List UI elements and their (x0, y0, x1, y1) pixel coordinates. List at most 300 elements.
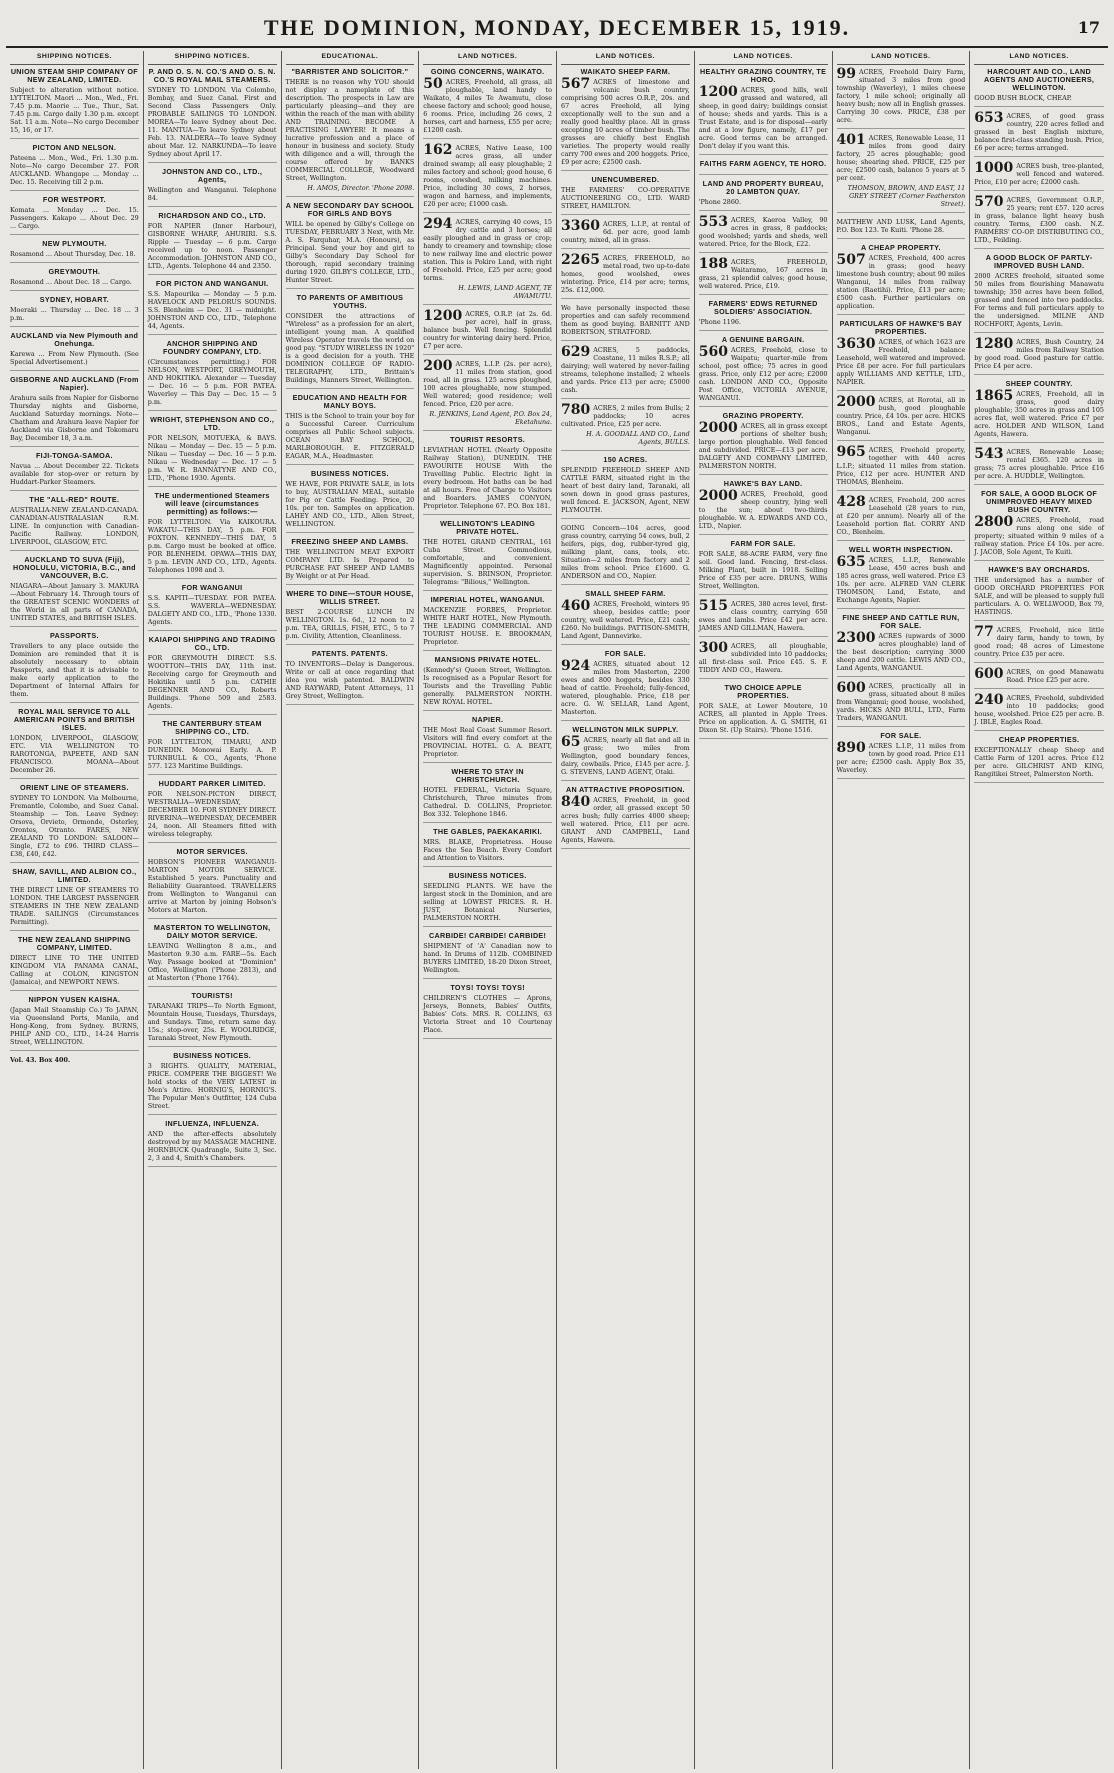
ad-body-text: GOOD BUSH BLOCK, CHEAP. (974, 94, 1072, 102)
advertisement (561, 650, 690, 721)
ad-body (286, 412, 415, 460)
advertisement (974, 254, 1104, 333)
ad-body (974, 112, 1104, 152)
ad-title: 150 ACRES. (603, 455, 648, 464)
advertisement (148, 340, 277, 411)
ad-body-text: THE HOTEL GRAND CENTRAL, 161 Cuba Street. Commodious, comfortable, and convenient. Magnificently appointed. Personal supervision. S. BRINSON, Proprietor. Telegrams: "Bilious," Wellington. (423, 538, 552, 586)
ad-title: THE "ALL-RED" ROUTE. (29, 495, 120, 504)
ad-body-text: HOBSON'S PIONEER WANGANUI-MARTON MOTOR SERVICE. Established 5 years. Punctuality and Reliability Guaranteed. TRAVELLERS from Wellington to Wanganui can arrive at Marton by joining Hobson's Motors at Marton. (147, 858, 277, 914)
ad-title: GOING CONCERNS, WAIKATO. (430, 67, 545, 76)
ad-body (148, 594, 277, 626)
ad-title: TO PARENTS OF AMBITIOUS YOUTHS. (296, 293, 404, 310)
ad-title: GISBORNE AND AUCKLAND (From Napier). (10, 375, 139, 392)
ad-body (561, 186, 690, 210)
ad-title: A CHEAP PROPERTY. (860, 243, 941, 252)
ad-body (837, 68, 966, 124)
ad-body (974, 448, 1104, 480)
ad-acreage: 428 (836, 494, 866, 510)
advertisement (286, 202, 415, 289)
advertisement (286, 68, 415, 197)
ad-body-text: LONDON, LIVERPOOL, GLASGOW, ETC. VIA WELLINGTON TO RAROTONGA, PAPEETE, AND SAN FRANCISCO. MOANA—About December 26. (10, 734, 139, 774)
ad-body-text: ACRES, Kaeroa Valley, 90 acres in grass, 8 paddocks; good woolshed; yards and sheds, well watered. Price, for the Block, £22. (698, 216, 828, 248)
ad-title: THE NEW ZEALAND SHIPPING COMPANY, LIMITED. (17, 935, 131, 952)
ad-body-text: WE HAVE, FOR PRIVATE SALE, in lots to buy, AUSTRALIAN MEAL, suitable for Pig or Cattle Feeding. Price, 20 10s. per ton. Samples on application. LAHEY AND CO., LTD., Allen Street, WELLINGTON. (285, 480, 415, 528)
ad-body (10, 642, 139, 698)
ad-title: TOURISTS! (191, 991, 233, 1000)
ad-body (423, 538, 552, 586)
ad-body-text: ACRES, Freehold, close to Waipatu; quarter-mile from school, post office; 75 acres in good grass. Price, only £12 per acre; £2000 cash. LONDON AND CO., Opposite Post Office, VICTORIA AVENUE, WANGANUI. (698, 346, 828, 402)
ad-body-text: ACRES, situated about 12 miles from Masterton, 2200 ewes and 800 hoggets, besides 330 head of cattle. Freehold; fully-fenced, watered, ploughable. Price, £18 per acre. G. W. SELLAR, Land Agent, Masterton. (561, 660, 690, 716)
ad-body (837, 134, 966, 182)
ad-acreage: 600 (974, 666, 1004, 682)
advertisement (699, 300, 828, 331)
ad-body (561, 466, 690, 514)
advertisement (10, 632, 139, 703)
advertisement (699, 540, 828, 595)
ad-body-text: GOING Concern—104 acres, good grass country, carrying 54 cows, bull, 2 heifers, pigs, dog, rubber-tyred gig, milking plant, cans, tools, etc. Situation—2 miles from factory and 2 miles from school. Price £1600. G. ANDERSON and CO., Napier. (561, 524, 690, 580)
ad-body-text: Moeraki ... Thursday ... Dec. 18 ... 3 p.m. (10, 306, 139, 322)
ad-body-text: ACRES L.I.P., 11 miles from town by good road. Price £11 per acre; £2500 cash. Apply Box 35, Waverley. (836, 742, 966, 774)
advertisement (423, 828, 552, 867)
ad-body-text: FOR SALE, 88-ACRE FARM, very fine soil. Good land. Fencing, first-class. Milking Plant, built in 1918. Selling Price of £35 per acre. DRUNS, Willis Street, Wellington. (698, 550, 828, 590)
ad-body-text: ACRES, good hills, well grassed and watered, all sheep, in good dairy; buildings consist of house; sheds and yards. This is a Trust Estate, and is for disposal—early and at a low figure, namely, £17 per acre. Good terms can be arranged. Don't delay if you want this. (698, 86, 828, 150)
advertisement (286, 590, 415, 645)
advertisement (974, 694, 1104, 731)
ad-title: WAIKATO SHEEP FARM. (580, 67, 671, 76)
ad-title: FOR SALE. (880, 731, 922, 740)
advertisement (423, 310, 552, 355)
ad-body (286, 480, 415, 528)
ad-title: AN ATTRACTIVE PROPOSITION. (565, 785, 685, 794)
advertisement (148, 168, 277, 207)
advertisement (837, 614, 966, 677)
page-number: 17 (1077, 18, 1100, 37)
ad-title: HAWKE'S BAY ORCHARDS. (988, 565, 1090, 574)
ad-body-text: MACKENZIE FORBES, Proprietor. WHITE HART HOTEL, New Plymouth. THE LEADING COMMERCIAL AND TOURIST HOUSE. E. BROOKMAN, Proprietor. (423, 606, 552, 646)
advertisement (837, 320, 966, 391)
ad-body (561, 78, 690, 166)
ad-body (699, 422, 828, 470)
advertisement (561, 254, 690, 299)
ad-title: MASTERTON TO WELLINGTON, DAILY MOTOR SERVICE. (153, 923, 271, 940)
ad-acreage: 50 (423, 76, 443, 92)
ad-body (148, 222, 277, 270)
ad-body-text: DIRECT LINE TO THE UNITED KINGDOM VIA PANAMA CANAL, Calling at COLON, KINGSTON (Jamaica), and NEWPORT NEWS. (10, 954, 139, 986)
ad-body-text: FOR LYTTELTON. Via KAIKOURA. WAKATU—THIS DAY, 5 p.m. FOR FOXTON. KENNEDY—THIS DAY, 5 p.m. Cargo must be booked at office. FOR BLENHEIM. OPAWA—THIS DAY, 5 p.m. LEVIN AND CO., LTD., Agents. Telephones 1098 and 3. (147, 518, 277, 574)
ad-title: EDUCATION AND HEALTH FOR MANLY BOYS. (292, 393, 408, 410)
ad-body-text: SYDNEY TO LONDON. Via Melbourne, Fremantle, Colombo, and Suez Canal. Steamship — Ton. Leave Sydney: Orsova, Orvieto, Ormonde, Osterley, Orontes, Otranto. FARES, NEW ZEALAND TO LONDON: SALOON—Single, £72 to £96. THIRD CLASS—£38, £40, £42. (10, 794, 139, 858)
ad-title: CARBIDE! CARBIDE! CARBIDE! (429, 931, 547, 940)
ad-acreage: 629 (561, 344, 591, 360)
ad-body-text: BEST 2-COURSE LUNCH IN WELLINGTON. 1s. 6d., 12 noon to 2 p.m. TEA, GRILLS, FISH, ETC., 5 to 7 p.m. Civility, Attention, Cleanliness. (285, 608, 415, 640)
ad-body-text: ACRES of limestone and volcanic bush country, comprising 500 acres O.R.P., 20s. and 67 acres Freehold, all lying exceptionally well to the sun and a really good healthy place. All in grass excepting 10 acres of timber bush. The grasses are chiefly best English varieties. The property would really carry 700 ewes and 200 hoggets. Price, £9 per acre; £2500 cash. (561, 78, 690, 166)
ad-body-text: MATTHEW AND LUSK, Land Agents, P.O. Box 123. Te Kuiti. 'Phone 28. (836, 218, 966, 234)
ad-body (837, 632, 966, 672)
ad-body-text: THE DIRECT LINE OF STEAMERS TO LONDON. THE LARGEST PASSENGER STEAMERS IN THE NEW ZEALAND TRADE. SAILINGS (Circumstances Permitting). (10, 886, 139, 926)
advertisement (699, 336, 828, 407)
ad-title: SHAW, SAVILL, AND ALBION CO., LIMITED. (12, 867, 137, 884)
ad-body-text: AUSTRALIA-NEW ZEALAND-CANADA. CANADIAN-AUSTRALASIAN R.M. LINE. In conjunction with Canadian-Pacific Railway. LONDON, LIVERPOOL, GLASGOW, ETC. (10, 506, 139, 546)
ad-acreage: 1000 (974, 160, 1014, 176)
advertisement (10, 452, 139, 491)
ad-body (837, 496, 966, 536)
advertisement (148, 416, 277, 487)
ad-body-text: SHIPMENT of 'A' Canadian now to hand. In Drums of 112lb. COMBINED BUYERS LIMITED, 18-20 Dixon Street, Wellington. (423, 942, 552, 974)
ad-body (837, 254, 966, 310)
ad-acreage: 3360 (561, 218, 600, 234)
ad-title: UNENCUMBERED. (591, 175, 660, 184)
ad-acreage: 570 (974, 194, 1004, 210)
ad-title: THE GABLES, PAEKAKARIKI. (433, 827, 543, 836)
ad-body-text: ACRES, on good Manawatu Road. Price £25 per acre. (1006, 668, 1104, 684)
advertisement (974, 380, 1104, 443)
advertisement (699, 68, 828, 155)
ad-body-text: THE FARMERS' CO-OPERATIVE AUCTIONEERING CO., LTD. WARD STREET, HAMILTON. (561, 186, 690, 210)
advertisement (148, 992, 277, 1047)
ad-body-text: 2000 ACRES freehold, situated some 50 miles from flourishing Manawatu township; 350 acres have been felled, grassed and fenced into two paddocks. For terms and full particulars apply to the undersigned. MILNE AND ROCHFORT, Agents, Levin. (974, 272, 1104, 328)
advertisement (10, 376, 139, 447)
ad-body (148, 738, 277, 770)
ad-body (423, 144, 552, 208)
ad-body-text: TO INVENTORS—Delay is Dangerous. Write or call at once regarding that idea you wish patented. BALDWIN AND RAYWARD, Patent Attorneys, 11 Grey Street, Wellington. (285, 660, 415, 700)
ad-body (423, 942, 552, 974)
advertisement (286, 470, 415, 533)
ad-acreage: 840 (561, 794, 591, 810)
ad-body-text: THIS is the School to train your boy for a Successful Career. Curriculum comprises all Public School subjects. OCEAN BAY SCHOOL, MARLBOROUGH. E. FITZGERALD EAGAR, M.A., Headmaster. (285, 412, 415, 460)
advertisement (699, 642, 828, 679)
advertisement (10, 332, 139, 371)
ad-title: AUCKLAND via New Plymouth and Onehunga. (10, 331, 139, 348)
ad-body-text: ACRES, Freehold, in good order, all grassed except 50 acres bush; fully carries 4000 sheep; well watered. Price, £11 per acre. GRANT AND CAMPBELL, Land Agents, Hawera. (561, 796, 690, 844)
ad-body (148, 186, 277, 202)
column (833, 51, 971, 1769)
ad-body-text: CONSIDER the attractions of "Wireless" as a profession for an alert, intelligent young man. A qualified Wireless Operator travels the world on good pay. "STUDY WIRELESS IN 1920" is a good decision for a youth. THE DOMINION COLLEGE OF RADIO-TELEGRAPHY, LTD., Brittain's Buildings, Manners Street, Wellington. (285, 312, 415, 384)
advertisement (561, 176, 690, 215)
column (282, 51, 420, 1769)
ad-body-text: EXCEPTIONALLY cheap Sheep and Cattle Farm of 1201 acres. Price £12 per acre. GILCHRIST AND KING, Rangitikei Street, Palmerston North. (974, 746, 1104, 778)
ad-acreage: 780 (561, 402, 591, 418)
ad-body (561, 796, 690, 844)
ad-body-text: MRS. BLAKE, Proprietress. House Faces the Sea Beach. Every Comfort and Attention to Visitors. (423, 838, 552, 862)
ad-body-text: ACRES, Freehold, road runs along one side of property; situated within 9 miles of a railway station. Price £4 10s. per acre. J. JACOB, Sole Agent, Te Kuiti. (974, 516, 1104, 556)
advertisement (974, 490, 1104, 561)
ad-body-text: ACRES, Freehold Dairy Farm, situated 3 miles from good township (Waverley), 1 miles cheese factory, 1 mile school; originally all heavy bush; now all in English grasses. Carrying 30 cows. PRICE, £38 per acre. (836, 68, 966, 124)
advertisement (10, 68, 139, 139)
advertisement (561, 404, 690, 451)
column (970, 51, 1108, 1769)
ad-body-text: ACRES, all ploughable, subdivided into 10 paddocks; all first-class soil. Price £45. S. F. TIDDY AND CO., Hawera. (698, 642, 828, 674)
ad-title: FREEZING SHEEP AND LAMBS. (291, 537, 409, 546)
ad-title: TOYS! TOYS! TOYS! (450, 983, 525, 992)
ad-signature: H. A. GOODALL AND CO., Land Agents, BULLS. (586, 430, 690, 446)
column (557, 51, 695, 1769)
ad-body-text: ACRES, of good grass country, 220 acres felled and grassed in best English mixture, balance first-class standing bush. Price, £6 per acre; terms arranged. (974, 112, 1104, 152)
ad-body (10, 278, 139, 286)
ad-acreage: 300 (698, 640, 728, 656)
ad-title: WELLINGTON MILK SUPPLY. (572, 725, 679, 734)
advertisement (286, 294, 415, 389)
advertisement (148, 1120, 277, 1167)
ad-body-text: ACRES, 5 paddocks, Coastane, 11 miles R.S.P.; all dairying; well watered by never-failing streams, telephone installed; 2 wheels and yards. Price £13 per acre; £5000 cash. (561, 346, 690, 394)
ad-body (423, 882, 552, 922)
ad-acreage: 600 (836, 680, 866, 696)
ad-body-text: ACRES, O.R.P. (at 2s. 6d. per acre), half in grass, balance bush. Well fencing. Splendid country for wintering dairy herd. Price, £7 per acre. (423, 310, 552, 350)
ad-title: MANSIONS PRIVATE HOTEL. (434, 655, 541, 664)
advertisement (10, 784, 139, 863)
advertisement (974, 338, 1104, 375)
ad-body-text: FOR GREYMOUTH DIRECT. S.S. WOOTTON—THIS DAY, 11th inst. Receiving cargo for Greymouth and Hokitika until 5 p.m. CATHIE DEGENNER AND CO., Roberts Buildings. 'Phone 509 and 2583. Agents. (147, 654, 277, 710)
advertisement (561, 590, 690, 645)
ad-title: TWO CHOICE APPLE PROPERTIES. (724, 683, 802, 700)
ad-body-text: ACRES, Freehold, 200 acres Leasehold (28 years to run, at £20 per annum). Nearly all of the Leasehold portion flat. CORRY AND CO., Blenheim. (836, 496, 966, 536)
advertisement (699, 160, 828, 175)
advertisement (423, 218, 552, 305)
advertisement (423, 656, 552, 711)
ad-acreage: 1865 (974, 388, 1014, 404)
advertisement (561, 524, 690, 585)
ad-body-text: ACRES bush, tree-planted, well fenced and watered. Price, £10 per acre; £2000 cash. (974, 162, 1104, 186)
ad-body-text: NIAGARA—About January 3. MAKURA—About February 14. Through tours of the GREATEST SCENIC WONDERS of the World in all parts of CANADA, UNITED STATES, and BRITISH ISLES. (10, 582, 139, 622)
ad-body-text: ACRES, at Rorotai, all in bush, good ploughable country. Price, £4 10s. per acre. HICKS BROS., Land and Estate Agents, Wanganui. (836, 396, 966, 436)
column (144, 51, 282, 1769)
ad-acreage: 653 (974, 110, 1004, 126)
advertisement (974, 736, 1104, 783)
ad-body-text: FOR NAPIER (Inner Harbour), GISBORNE WHARF, AHURIRI. S.S. Ripple — Tuesday — 6 p.m. Cargo received up to noon. Passenger Accommodation. JOHNSTON AND CO., LTD., Agents. Telephone 44 and 2350. (147, 222, 277, 270)
ad-body (10, 86, 139, 134)
ad-body-text: SYDNEY TO LONDON. Via Colombo, Bombay, and Suez Canal. First and Second Class Passengers Only. PROBABLE SAILINGS TO LONDON. MOREA—To leave Sydney about Dec. 11. MANTUA—To leave Sydney about Feb. 13. NALDERA—To leave Sydney about Mar. 12. NARKUNDA—To leave Sydney about April 17. (147, 86, 277, 158)
ad-signature: H. AMOS, Director. 'Phone 2098. (307, 184, 415, 192)
advertisement (148, 584, 277, 631)
ad-title: HEALTHY GRAZING COUNTRY, TE HORO. (700, 67, 827, 84)
ad-title: A GENUINE BARGAIN. (721, 335, 805, 344)
ad-body (10, 394, 139, 442)
ad-title: RICHARDSON AND CO., LTD. (158, 211, 266, 220)
ad-acreage: 553 (698, 214, 728, 230)
ad-body (10, 350, 139, 366)
advertisement (423, 984, 552, 1039)
ad-body (423, 726, 552, 758)
column-header: EDUCATIONAL. (286, 51, 415, 65)
ad-body-text: ACRES, Renewable Lease, 11 miles from good dairy factory, 25 acres ploughable; good house; shearing shed. PRICE, £25 per acre; £2500 cash, balance 5 years at 5 per cent. (836, 134, 966, 182)
ad-body (837, 338, 966, 386)
advertisement (699, 480, 828, 535)
ad-title: ANCHOR SHIPPING AND FOUNDRY COMPANY, LTD. (162, 339, 262, 356)
ad-body (561, 600, 690, 640)
advertisement (148, 212, 277, 275)
ad-body-text: SEEDLING PLANTS. WE have the largest stock in the Dominion, and are selling at LOWEST PRICES. R. H. JUST, Botanical Nurseries, PALMERSTON NORTH. (423, 882, 552, 922)
ad-body (10, 954, 139, 986)
advertisement (10, 144, 139, 191)
ad-title: BUSINESS NOTICES. (173, 1051, 252, 1060)
ad-title: FOR WANGANUI (181, 583, 243, 592)
ad-body (10, 794, 139, 858)
ad-body-text: ACRES, Freehold, all in grass, good dairy ploughable; 350 acres in grass and 105 acres flat, well watered. Price £7 per acre. HOLDER AND WILSON, Land Agents, Hawera. (974, 390, 1104, 438)
ad-body-text: ACRES, nearly all flat and all in grass; two miles from Wellington, good boundary fences, dairy, cowbails. Price, £145 per acre. J. G. STEVENS, LAND AGENT, Otaki. (561, 736, 690, 776)
ad-body-text: ACRES, of which 1623 are Freehold, balance Leasehold, well watered and improved. Price £8 per acre. For full particulars apply WILLIAMS AND KETTLE, LTD., NAPIER. (836, 338, 966, 386)
ad-body-text: ACRES, Government O.R.P., 25 years; rent £57. 120 acres in grass, balance light heavy bush country. Terms, £300 cash. N.Z. FARMERS' CO-OP. DISTRIBUTING CO., LTD., Feilding. (974, 196, 1104, 244)
ad-body-text: 3 RIGHTS. QUALITY, MATERIAL, PRICE. COMPERE THE BIGGEST! We hold stocks of the VERY LATEST in Men's Attire. HORNIG'S, HORNIG'S. The Popular Men's Outfitter, 124 Cuba Street. (147, 1062, 277, 1110)
advertisement (10, 708, 139, 779)
ad-signature: THOMSON, BROWN, AND EAST, 11 GREY STREET (Corner Featherston Street). (847, 184, 966, 208)
ad-body-text: THERE is no reason why YOU should not display a nameplate of this description. The prospects in Law are particularly pleasing—and they are within the reach of the man with ability AND TRAINING. BECOME A PRACTISING LAWYER! It means a lucrative profession and a place of honour in business and society. Study with diligence and a will, through the course offered by BANKS COMMERCIAL COLLEGE, Woodward Street, Wellington. (285, 78, 415, 182)
ad-signature: R. JENKINS, Land Agent, P.O. Box 24, Eketahuna. (429, 410, 552, 426)
ad-title: "BARRISTER AND SOLICITOR." (291, 67, 409, 76)
ad-body-text: Subject to alteration without notice. LYTTELTON. Maori ... Mon., Wed., Fri. 7.45 p.m. Maorie ... Tue., Thur., Sat. 7.45 p.m. Cargo daily 1.30 p.m. except Sat. 11 a.m. Note—No cargo December 15, 16, or 17. (10, 86, 139, 134)
advertisement (423, 520, 552, 591)
ad-body (148, 86, 277, 158)
advertisement (974, 626, 1104, 663)
advertisement (699, 600, 828, 637)
column-header: LAND NOTICES. (561, 51, 690, 65)
ad-body (286, 608, 415, 640)
ad-body (148, 654, 277, 710)
ad-body (286, 220, 415, 284)
ad-title: FIJI-TONGA-SAMOA. (35, 451, 113, 460)
advertisement (974, 196, 1104, 249)
ad-body-text: ACRES, practically all in grass, situated about 8 miles from Wanganui; good house, woolshed, yards. HICKS AND BULL, LTD., Farm Traders, WANGANUI. (836, 682, 966, 722)
ad-body (423, 310, 552, 350)
advertisement (286, 394, 415, 465)
ad-body (423, 446, 552, 510)
ad-title: FOR SALE, A GOOD BLOCK OF UNIMPROVED HEAVY MIXED BUSH COUNTRY. (981, 489, 1098, 514)
ad-body (699, 642, 828, 674)
ad-body-text: Travellers to any place outside the Dominion are reminded that it is absolutely necessary to obtain Passports, and that it is advisable to make early application to the Department of Internal Affairs for them. (10, 642, 139, 698)
ad-body-text: ACRES, all in grass except portions of shelter bush; large portion ploughable. Well fenced and subdivided. PRICE—£13 per acre. DALGETY AND COMPANY LIMITED, PALMERSTON NORTH. (698, 422, 828, 470)
ad-body-text: Karewa ... From New Plymouth. (See Special Advertisement.) (10, 350, 139, 366)
ad-title: MOTOR SERVICES. (176, 847, 248, 856)
ad-body (837, 682, 966, 722)
ad-title: ROYAL MAIL SERVICE TO ALL AMERICAN POINTS and BRITISH ISLES. (13, 707, 135, 732)
ad-body (699, 346, 828, 402)
ad-body-text: FOR NELSON, MOTUEKA, & BAYS. Nikau — Monday — Dec. 15 — 5 p.m. Nikau — Tuesday — Dec. 16 — 5 p.m. Nikau — Wednesday — Dec. 17 — 5 p.m. W. R. BANNATYNE AND CO., LTD., 'Phone 1930. Agents. (147, 434, 277, 482)
ad-title: FOR SALE. (604, 649, 646, 658)
ad-title: NIPPON YUSEN KAISHA. (28, 995, 121, 1004)
ad-body (10, 506, 139, 546)
ad-title: HUDDART PARKER LIMITED. (158, 779, 266, 788)
ad-acreage: 401 (836, 132, 866, 148)
ad-title: FINE SHEEP AND CATTLE RUN, FOR SALE. (842, 613, 960, 630)
column (419, 51, 557, 1769)
ad-body (286, 660, 415, 700)
ad-title: FARMERS' EDWS RETURNED SOLDIERS' ASSOCIATION. (708, 299, 818, 316)
ad-body-text: Komata ... Monday ... Dec. 15. Passengers. Kakapo ... About Dec. 29 ... Cargo. (10, 206, 139, 230)
ad-title: KAIAPOI SHIPPING AND TRADING CO., LTD. (148, 635, 276, 652)
advertisement (423, 360, 552, 431)
ad-body-text: ACRES, 2 miles from Bulls; 2 paddocks; 10 acres cultivated. Price, £25 per acre. (561, 404, 690, 428)
advertisement (561, 304, 690, 341)
ad-body-text: ACRES, L.I.P., at rental of 6d. per acre, good lamb country, mixed, all in grass. (561, 220, 690, 244)
advertisement (10, 868, 139, 931)
advertisement (561, 456, 690, 519)
column (6, 51, 144, 1769)
ad-acreage: 2000 (836, 394, 876, 410)
ad-body (423, 666, 552, 706)
advertisement (423, 872, 552, 927)
ad-title: HARCOURT AND CO., LAND AGENTS AND AUCTIONEERS, WELLINGTON. (984, 67, 1095, 92)
ad-body (148, 1062, 277, 1110)
advertisement (699, 412, 828, 475)
ad-body (974, 694, 1104, 726)
ad-body (699, 258, 828, 290)
advertisement (699, 258, 828, 295)
ad-body-text: ACRES, Freehold property, together with 440 acres L.I.P.; situated 11 miles from station. Price, £12 per acre. HUNTER AND THOMAS, Blenheim. (836, 446, 966, 486)
ad-title: GREYMOUTH. (48, 267, 101, 276)
ad-body-text: (Kennedy's) Queen Street, Wellington. Is recognised as a Popular Resort for Tourists and the Travelling Public generally. PALMERSTON NORTH. NEW ROYAL HOTEL. (423, 666, 552, 706)
advertisement (286, 538, 415, 585)
ad-title: A GOOD BLOCK OF PARTLY-IMPROVED BUSH LAND. (985, 253, 1093, 270)
advertisement (423, 144, 552, 213)
ad-body-text: 'Phone 2860. (698, 198, 741, 206)
advertisement (423, 436, 552, 515)
ad-acreage: 543 (974, 446, 1004, 462)
ad-acreage: 99 (836, 66, 856, 82)
ad-title: THE CANTERBURY STEAM SHIPPING CO., LTD. (162, 719, 262, 736)
columns-grid (6, 51, 1108, 1769)
ad-body-text: ACRES, L.I.P. (2s. per acre), 11 miles from station, good road, all in grass. 125 acres ploughed, 100 acres ploughable, now stumped. Well watered; good residence; well fenced. Price, £20 per acre. (423, 360, 552, 408)
ad-title: P. AND O. S. N. CO.'S AND O. S. N. CO.'S ROYAL MAIL STEAMERS. (148, 67, 276, 84)
ad-body (974, 576, 1104, 616)
ad-title: UNION STEAM SHIP COMPANY OF NEW ZEALAND, LIMITED. (10, 67, 138, 84)
ad-body (10, 734, 139, 774)
ad-body-text: ACRES, Freehold, 400 acres in grass; good heavy limestone bush country; about 90 miles Wanganui, 14 miles from railway station (Raetihi). Price, £13 per acre; £500 cash. Further particulars on application. (836, 254, 966, 310)
advertisement (561, 68, 690, 171)
ad-title: WHERE TO DINE—STOUR HOUSE, WILLIS STREET. (286, 589, 414, 606)
ad-body (148, 858, 277, 914)
ad-body (423, 78, 552, 134)
masthead-title: THE DOMINION, MONDAY, DECEMBER 15, 1919. (263, 15, 851, 40)
ad-acreage: 240 (974, 692, 1004, 708)
ad-title: PICTON AND NELSON. (32, 143, 117, 152)
ad-body (423, 218, 552, 282)
advertisement (837, 218, 966, 239)
advertisement (974, 112, 1104, 157)
ad-body (974, 94, 1104, 102)
ad-acreage: 515 (698, 598, 728, 614)
advertisement (148, 280, 277, 335)
advertisement (148, 492, 277, 579)
ad-body (423, 786, 552, 818)
ad-body-text: Rosamond ... About Thursday, Dec. 18. (10, 250, 136, 258)
ad-body (561, 346, 690, 394)
ad-body (974, 626, 1104, 658)
ad-title: BUSINESS NOTICES. (448, 871, 527, 880)
advertisement (974, 566, 1104, 621)
advertisement (10, 196, 139, 235)
ad-title: NAPIER. (471, 715, 504, 724)
ad-title: SYDNEY, HOBART. (39, 295, 109, 304)
ad-body-text: ACRES, Freehold, nice little dairy farm, handy to town, by good road; 48 acres of Limestone country. Price £35 per acre. (974, 626, 1104, 658)
advertisement (148, 924, 277, 987)
ad-body (148, 358, 277, 406)
ad-body (561, 524, 690, 580)
column-header: SHIPPING NOTICES. (10, 51, 139, 65)
ad-title: AUCKLAND TO SUVA (Fiji), HONOLULU, VICTORIA, B.C., and VANCOUVER, B.C. (12, 555, 136, 580)
ad-body-text: ACRES, Freehold, good sheep country, lying well to the sun; about two-thirds ploughable. W. A. EDWARDS AND CO., LTD., Napier. (698, 490, 828, 530)
advertisement (148, 68, 277, 163)
ad-acreage: 507 (836, 252, 866, 268)
masthead (6, 10, 1108, 48)
ad-body (699, 216, 828, 248)
ad-body (837, 218, 966, 234)
ad-body (423, 360, 552, 408)
ad-title: THE undermentioned Steamers will leave (circumstances permitting) as follows:— (154, 491, 270, 516)
ad-body (561, 404, 690, 428)
ad-title: SHEEP COUNTRY. (1005, 379, 1073, 388)
ad-body-text: Arahura sails from Napier for Gisborne Thursday nights and Gisborne, Auckland Saturday mornings. Note—Chatham and Arahura leave Napier for Auckland via Gisborne and Tokomaru Bay, December 18, 3 a.m. (10, 394, 139, 442)
column-footer: Vol. 43. Box 400. (10, 1056, 71, 1064)
ad-title: PATENTS. PATENTS. (311, 649, 388, 658)
ad-title: IMPERIAL HOTEL, WANGANUI. (430, 595, 545, 604)
